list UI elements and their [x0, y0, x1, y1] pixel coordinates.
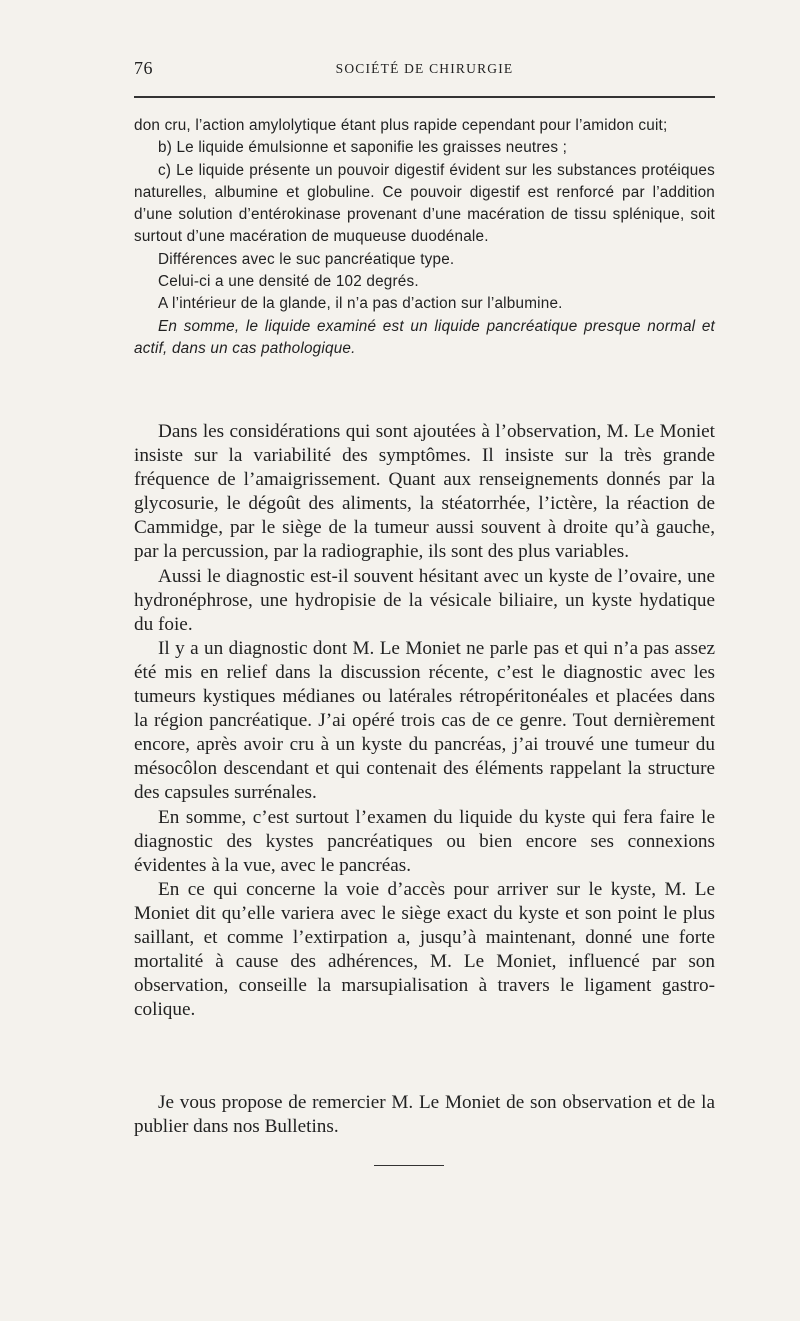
paragraph-fluid-exam: En somme, c’est surtout l’examen du liquide du kyste qui fera faire le diagnostic des kystes pancréatiques ou bien encore ses connexions évidentes à la vue, avec le pancréas. — [134, 806, 715, 876]
paragraph-density: Celui-ci a une densité de 102 degrés. — [158, 273, 419, 291]
paragraph-proposal: Je vous propose de remercier M. Le Moniet de son observation et de la publier dans nos Bulletins. — [134, 1092, 715, 1138]
page-number: 76 — [134, 58, 153, 78]
header-rule — [134, 96, 715, 98]
page-header — [134, 58, 715, 90]
paragraph-differences: Différences avec le suc pancréatique type. — [158, 250, 455, 268]
running-title: SOCIÉTÉ DE CHIRURGIE — [335, 61, 514, 76]
discussion-section — [134, 420, 715, 1022]
paragraph-considerations: Dans les considérations qui sont ajoutées à l’observation, M. Le Moniet insiste sur la variabilité des symptômes. Il insiste sur la très grande fréquence de l’amaigrissement. Quant aux renseignements donnés par la glycosurie, le dégoût des aliments, la stéatorrhée, l’ictère, la réaction de Cammidge, par le siège de la tumeur aussi souvent à droite qu’à gauche, par la percussion, par la radiographie, ils sont des plus variables. — [134, 421, 715, 563]
paragraph-emulsion: b) Le liquide émulsionne et saponifie les graisses neutres ; — [158, 139, 568, 157]
paragraph-digestive-power: c) Le liquide présente un pouvoir digestif évident sur les substances protéiques naturelles, albumine et globuline. Ce pouvoir digestif est renforcé par l’addition d’une solution d’entérokinase provenant d’une macération de tissu splénique, soit surtout d’une macération de muqueuse duodénale. — [134, 161, 715, 246]
conclusion-section — [134, 1091, 715, 1139]
paragraph-summary: En somme, le liquide examiné est un liquide pancréatique presque normal et actif, dans un cas pathologique. — [134, 317, 715, 357]
paragraph-access-route: En ce qui concerne la voie d’accès pour arriver sur le kyste, M. Le Moniet dit qu’elle variera avec le siège exact du kyste et son point le plus saillant, et comme l’extirpation a, jusqu’à maintenant, donné une forte mortalité à cause des adhérences, M. Le Moniet, influencé par son observation, conseille la marsupialisation à travers le ligament gastro-colique. — [134, 878, 715, 1021]
lab-results-section — [134, 115, 715, 360]
paragraph-amylolytic: don cru, l’action amylolytique étant plus rapide cependant pour l’amidon cuit; — [134, 117, 668, 134]
paragraph-albumin: A l’intérieur de la glande, il n’a pas d’action sur l’albumine. — [158, 295, 563, 313]
paragraph-retroperitoneal: Il y a un diagnostic dont M. Le Moniet ne parle pas et qui n’a pas assez été mis en relief dans la discussion récente, c’est le diagnostic avec les tumeurs kystiques médianes ou latérales rétropéritonéales et placées dans la région pancréatique. J’ai opéré trois cas de ce genre. Tout dernièrement encore, après avoir cru à un kyste du pancréas, j’ai trouvé une tumeur du mésocôlon descendant et qui contenait des éléments rappelant la structure des capsules surrénales. — [134, 637, 715, 804]
paragraph-hesitant-diagnosis: Aussi le diagnostic est-il souvent hésitant avec un kyste de l’ovaire, une hydronéphrose, une hydropisie de la vésicale biliaire, un kyste hydatique du foie. — [134, 565, 715, 635]
end-rule — [374, 1165, 444, 1166]
